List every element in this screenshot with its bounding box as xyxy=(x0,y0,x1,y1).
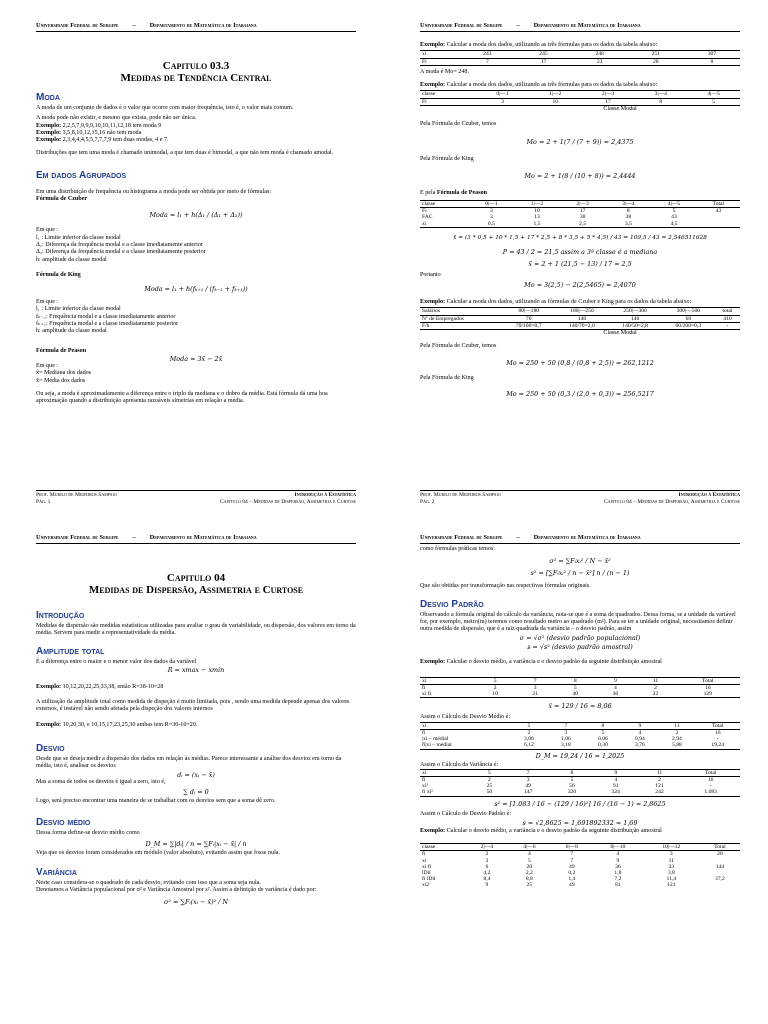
table-row xyxy=(420,769,740,776)
table-cell: 3,8 xyxy=(667,870,675,877)
formula-title: Fórmula de Peason xyxy=(36,347,87,354)
table-cell: 2 xyxy=(675,729,679,736)
table-cell: 140/50=2,8 xyxy=(609,322,662,329)
paragraph: Ou seja, a moda é aproximadamente a diferença entre o triplo da mediana e o dobro da média. Está fórmula dá uma boa aproximação quando a distribuição apresenta razoáveis simetrias em relação a média. xyxy=(36,390,328,405)
table-cell: 2 xyxy=(658,777,661,783)
table-cell: |xi – médial xyxy=(422,736,449,743)
table-cell: 2 xyxy=(487,777,491,783)
table-row xyxy=(420,844,740,851)
table-cell: 242 xyxy=(638,789,682,796)
page-footer: Prof. Murilo de Medeiros Sampaio Introdução à Estatística Pág. 2 Capitulo 04 – Medidas de Dispersão, Assimetria e Curtose xyxy=(420,492,740,505)
table-cell: 22 xyxy=(635,691,675,698)
formula-desvio-medio: D_M = 19,24 / 16 = 1,2025 xyxy=(535,751,625,760)
table-row xyxy=(420,851,740,858)
table-cell: classe xyxy=(420,91,476,98)
table-row xyxy=(420,315,740,322)
table-cell: fi xyxy=(422,684,426,691)
table-cell: 4 xyxy=(613,684,617,691)
table-cell: Total xyxy=(676,677,740,684)
page-header: Universidade Federal de Sergipe – Departamento de Matemática de Itabaiana xyxy=(36,22,356,32)
table-cell: 49 xyxy=(569,882,575,889)
table-cell: Fi xyxy=(420,98,476,105)
table-cell: 43 xyxy=(671,214,677,221)
page-header: Universidade Federal de Sergipe – Departamento de Matemática de Itabaiana xyxy=(420,22,740,32)
data-table xyxy=(420,90,740,105)
table-cell: 36 xyxy=(595,691,635,698)
table-row xyxy=(420,684,740,691)
section-amplitude: Amplitude total xyxy=(36,645,105,657)
formula-desvio-padrao-amostral: s = √s² (desvio padrão amostral) xyxy=(527,643,633,652)
table-cell: 6 xyxy=(485,863,489,870)
table-cell: 4 xyxy=(616,851,620,858)
table-cell: 23 xyxy=(572,58,628,65)
table-cell: 1,5 xyxy=(514,221,560,228)
table-cell: 6|—8 xyxy=(551,844,593,851)
table-cell: 3,5 xyxy=(606,221,652,228)
table-cell: total xyxy=(715,308,740,315)
formula-media: x̄ = 129 / 16 = 8,06 xyxy=(548,702,612,711)
data-table xyxy=(420,677,740,699)
formula-desvio-padrao-pop: σ = √σ² (desvio padrão populacional) xyxy=(519,634,641,643)
table-cell: 0,30 xyxy=(584,742,621,749)
formula-variancia-amostral: s² = [∑Fᵢxᵢ² / n − x̄²] n / (n − 1) xyxy=(530,569,630,578)
table-cell: xi2 xyxy=(422,882,430,889)
formula-czuber: Mo = 250 + 50 (0,8 / (0,8 + 2,5)) = 262,1212 xyxy=(506,358,654,367)
table-cell: 3,76 xyxy=(621,742,658,749)
formula-posicao: P = 43 / 2 = 21,5 assim a 3ª classe é a mediana xyxy=(502,247,658,256)
table-cell: 91 xyxy=(612,783,619,790)
data-table xyxy=(420,769,740,797)
table-cell: 1.083 xyxy=(681,789,740,796)
table-cell: 8 xyxy=(584,722,621,729)
table-cell: 4 xyxy=(614,777,618,783)
formula-king: Mo = 2 + 1(8 / (10 + 8)) = 2,4444 xyxy=(524,171,636,180)
table-cell: 3 xyxy=(533,684,537,691)
table-cell: Total xyxy=(681,769,740,776)
table-cell: 11,4 xyxy=(666,876,677,883)
table-cell: 4|—5 xyxy=(687,91,740,98)
table-cell: 140 xyxy=(555,315,608,322)
table-cell: 1|—2 xyxy=(529,91,582,98)
table-row xyxy=(420,729,740,736)
formula-soma-desvios: ∑ dᵢ = 0 xyxy=(183,787,209,796)
table-cell: 5 xyxy=(510,722,547,729)
chapter-number: Capitulo 03.3 xyxy=(162,60,230,72)
table-cell: 3,06 xyxy=(524,736,534,743)
table-cell: 70 xyxy=(502,315,555,322)
table-cell xyxy=(697,221,740,228)
table-cell: xi xyxy=(420,51,459,58)
table-cell: 1,8 xyxy=(614,870,622,877)
table-cell: 11 xyxy=(635,677,675,684)
table-cell xyxy=(700,882,740,888)
formula-desvio-padrao: s = √2,8625 = 1,691892332 ≈ 1,69 xyxy=(522,818,638,827)
paragraph: A moda de um conjunto de dados é o valor que ocorre com maior frequência, isto é, o valor mais comum. xyxy=(36,105,294,111)
table-cell: 10 xyxy=(534,208,540,215)
table-cell: 4 xyxy=(638,729,642,736)
table-row xyxy=(420,51,740,58)
table-cell: classe xyxy=(420,844,466,851)
table-cell: 9 xyxy=(485,882,489,889)
table-cell: xi xyxy=(422,857,427,864)
table-cell: 60/200=0,3 xyxy=(662,322,715,329)
table-cell: 0,94 xyxy=(635,736,645,743)
table-row xyxy=(420,722,740,729)
table-cell: fi xyxy=(422,729,426,736)
table-cell: 300|—500 xyxy=(662,308,715,315)
table-cell: 11 xyxy=(668,857,674,864)
table-cell: 2 xyxy=(654,684,657,691)
table-cell: 251 xyxy=(628,51,684,58)
table-cell: 4,2 xyxy=(483,870,491,877)
table-cell: 10|—12 xyxy=(643,844,700,851)
table-cell: 2,2 xyxy=(525,870,533,877)
table-cell: 0,2 xyxy=(568,870,576,877)
table-cell: 2 xyxy=(485,851,489,858)
paragraph: A moda pode não existir, e mesmo que exista, pode não ser única. xyxy=(36,115,197,122)
table-cell: 0|—1 xyxy=(476,91,529,98)
table-cell: 3,18 xyxy=(547,742,584,749)
table-cell: 3 xyxy=(669,851,673,858)
formula-desvio-medio: D_M = ∑|dᵢ| / n = ∑Fᵢ|xᵢ − x̄| / n xyxy=(145,839,247,848)
table-cell: 3 xyxy=(490,208,493,215)
table-cell: 2|—4 xyxy=(466,844,508,851)
table-cell: 8,8 xyxy=(525,876,533,883)
table-cell: 9 xyxy=(621,722,658,729)
data-table xyxy=(420,843,740,888)
data-table xyxy=(420,307,740,330)
table-cell: 43 xyxy=(715,208,722,215)
table-cell: 1|—2 xyxy=(514,200,560,207)
table-cell: 33 xyxy=(668,863,675,870)
formula-desvio: dᵢ = (xᵢ − x̄) xyxy=(177,770,215,779)
table-cell: 7 xyxy=(570,851,574,858)
section-desvio-padrao: Desvio Padrão xyxy=(420,598,484,610)
table-cell: 248 xyxy=(572,51,628,58)
table-cell: 8 xyxy=(550,769,594,776)
table-cell: xi xyxy=(420,221,469,228)
table-cell: Salários xyxy=(420,308,502,315)
table-row xyxy=(420,208,740,215)
table-cell: 4,5 xyxy=(651,221,697,228)
table-cell: 4|—6 xyxy=(508,844,550,851)
table-cell: 19,24 xyxy=(695,742,740,749)
table-row xyxy=(420,882,740,888)
table-cell: 5 xyxy=(570,777,574,783)
table-cell: 4 xyxy=(527,851,531,858)
table-cell: 9 xyxy=(595,677,635,684)
table-cell: 17 xyxy=(582,98,635,105)
table-cell: F/h xyxy=(420,322,502,329)
table-cell: Total xyxy=(700,844,740,851)
formula-mediana: x̃ = 2 + 1 (21,5 − 13) / 17 = 2,5 xyxy=(528,259,632,268)
table-cell: xi fi xyxy=(422,863,432,870)
page-4: Universidade Federal de Sergipe – Departamento de Matemática de Itabaiana como fórmulas práticas temos: σ² = ∑Fᵢxᵢ² / N − x̄² s² = [∑Fᵢxᵢ² / n − x̄²] n / (n − 1) Que são obtidas por transformação nas respectivas fórmulas originais. Desvio Padrão Observando a fórmula original do cálculo da variância, nota-se que é a soma de quadrados. Dessa forma, se a unidade da variável for, por exemplo, metro(m) teremos como resultado metro ao quadrado (m²). Para se ter a unidade original, necessitamos definir outra medida de dispersão, que é a raiz quadrada da variância – o desvio padrão, assim σ = √σ² (desvio padrão populacional) s = √s² (desvio padrão amostral) Exemplo: Calcular o desvio médio, a variância e o desvio padrão da seguinte distribuição amostral xi 5 7 8 9 11 Total fi 2 3 5 4 2 16 xi fi 10 21 40 36 22 129 x̄ = 129 / 16 = 8,06 Assim o Cálculo de Desvio Médio é: xi 5 7 8 9 11 Total fi 2 3 5 4 2 16 |xi – médial 3,06 1,06 0,06 0,94 2,94 - fi|xi – médial 6,12 3,18 0,30 3,76 5,88 19,24 D_M = 19,24 / 16 = 1,2025 Assim o Cálculo da Variância é: xi 5 7 8 9 11 Total fi 2 3 5 4 2 16 xi² 25 49 56 91 121 - fi xi² 50 147 320 324 242 1.083 s² = [1.083 / 16 − (129 / 16)²] 16 / (16 − 1) = 2,8625 Assim o Cálculo de Desvio Padrão é: s = √2,8625 = 1,691892332 ≈ 1,69 Exemplo: Calcular o desvio médio, a variância e o desvio padrão da seguinte distribuição amostral classe 2|—4 4|—6 6|—8 8|—10 10|—12 Total fi 2 4 7 4 3 20 xi 3 5 7 9 11 xi fi 6 20 49 36 33 144 lDil 4,2 2,2 0,2 1,8 3,8 fi lDil 8,4 8,8 1,4 7,2 11,4 37,2 xi2 9 25 49 81 121 xyxy=(384,512,768,1024)
table-cell: FAC xyxy=(422,214,433,221)
table-cell: - xyxy=(716,736,719,743)
data-table xyxy=(420,722,740,750)
table-cell: 3 xyxy=(490,214,493,221)
classe-modal-label: Classe Modal xyxy=(603,329,637,336)
section-desvio-medio: Desvio médio xyxy=(36,817,91,829)
formula-king: Moda = l₁ + h(fₖ₊₁ / (fₖ₋₁ + fₖ₊₁)) xyxy=(144,285,248,294)
page-header: Universidade Federal de Sergipe – Departamento de Matemática de Itabaiana xyxy=(420,534,740,544)
table-cell: 2 xyxy=(527,729,531,736)
table-cell: 56 xyxy=(569,783,575,790)
section-moda: Moda xyxy=(36,92,60,103)
table-cell: 16 xyxy=(714,729,721,736)
table-cell: Nº de Empregados xyxy=(420,315,502,322)
table-cell: 2|—3 xyxy=(582,91,635,98)
chapter-number: Capitulo 04 xyxy=(166,572,226,584)
chapter-title: Medidas de Tendência Central xyxy=(120,72,272,84)
table-cell: xi xyxy=(420,722,510,729)
table-cell: xi fi xyxy=(420,691,475,698)
formula-moda: Mo = 3(2,5) − 2(2,5465) = 2,4070 xyxy=(524,281,636,289)
table-cell: 5 xyxy=(601,729,605,736)
table-cell: xi² xyxy=(422,783,429,790)
table-cell: 243 xyxy=(459,51,515,58)
formula-czuber: Moda = l₁ + h(Δ₁ / (Δ₁ + Δ₂)) xyxy=(149,211,243,220)
table-cell: 307 xyxy=(684,51,740,58)
section-introducao: Introdução xyxy=(36,610,85,621)
table-cell: 3 xyxy=(564,729,568,736)
table-cell: 9 xyxy=(616,857,620,864)
table-cell: 1,4 xyxy=(568,876,576,883)
section-variancia: Variância xyxy=(36,866,77,878)
table-row xyxy=(420,677,740,684)
table-row xyxy=(420,200,740,207)
formula-media: x̄ = (3 * 0,5 + 10 * 1,5 + 17 * 2,5 + 8 * 3,5 + 5 * 4,5) / 43 = 109,5 / 43 = 2,546511628 xyxy=(453,234,707,241)
table-cell: 5 xyxy=(472,769,506,776)
table-cell: 20 xyxy=(717,851,723,858)
table-cell: 7 xyxy=(515,677,555,684)
table-cell: 147 xyxy=(506,789,550,796)
table-cell: 6,12 xyxy=(510,742,547,749)
table-cell: 0|—1 xyxy=(469,200,515,207)
table-cell: 7,2 xyxy=(614,876,622,883)
table-row xyxy=(420,742,740,749)
table-cell: 121 xyxy=(667,882,676,889)
table-cell: 129 xyxy=(676,691,740,698)
formula-czuber: Mo = 2 + 1(7 / (7 + 9)) = 2,4375 xyxy=(526,138,634,147)
table-cell: 70/100=0,7 xyxy=(502,322,555,329)
table-cell: 245 xyxy=(515,51,571,58)
table-cell: 0,5 xyxy=(469,221,515,228)
table-cell: 36 xyxy=(615,863,621,870)
table-cell: 7 xyxy=(547,722,584,729)
table-cell: fi xi² xyxy=(420,789,472,796)
table-cell: xi xyxy=(420,769,472,776)
table-cell: 40 xyxy=(555,691,595,698)
table-cell: classe xyxy=(420,200,469,207)
paragraph: Distribuções que tem uma moda é chamado unimodal, a que tem duas é bimodal, a que não tem moda é chamado amodal. xyxy=(36,150,334,157)
table-cell: - xyxy=(709,783,712,790)
table-cell: 2|—3 xyxy=(560,200,606,207)
table-cell: 410 xyxy=(715,315,740,322)
formula-king: Mo = 250 + 50 (0,3 / (2,0 + 0,3)) = 256,5217 xyxy=(506,389,654,398)
table-cell: 16 xyxy=(707,777,714,783)
table-cell: 11 xyxy=(638,769,682,776)
table-cell: 2,94 xyxy=(672,736,682,743)
table-cell: 37,2 xyxy=(715,876,725,883)
table-row xyxy=(420,91,740,98)
formula-peason: Moda = 3x̃ − 2x̄ xyxy=(169,354,223,363)
table-cell: 8|—10 xyxy=(593,844,643,851)
table-cell: 38 xyxy=(625,214,632,221)
formula-variancia: σ² = ∑Fᵢ(xᵢ − x̄)² / N xyxy=(164,898,228,907)
table-row xyxy=(420,308,740,315)
table-cell: 80|—180 xyxy=(502,308,555,315)
table-cell: 5,88 xyxy=(658,742,695,749)
table-cell: 9 xyxy=(594,769,638,776)
table-cell: Fi xyxy=(420,58,459,65)
table-cell: 320 xyxy=(550,789,594,796)
table-cell: 50 xyxy=(472,789,506,796)
table-cell: Total xyxy=(695,722,740,729)
chapter-title: Medidas de Dispersão, Assimetria e Curtose xyxy=(88,584,304,596)
table-cell: 7 xyxy=(459,58,515,65)
table-cell: 8 xyxy=(555,677,595,684)
formula-amplitude: R = xmax − xmin xyxy=(167,665,225,674)
table-cell: 25 xyxy=(486,783,493,790)
table-cell: 7 xyxy=(506,769,550,776)
section-agrupados: Em dados Agrupados xyxy=(36,169,127,181)
table-cell: 5 xyxy=(672,208,676,215)
table-cell: 20 xyxy=(628,58,684,65)
table-cell: fi xyxy=(422,777,426,783)
table-cell: Total xyxy=(697,200,740,207)
table-cell: xi xyxy=(420,677,475,684)
table-cell: 3|—4 xyxy=(634,91,687,98)
table-cell: 250|—300 xyxy=(609,308,662,315)
data-table xyxy=(420,50,740,65)
table-cell: 180|—250 xyxy=(555,308,608,315)
table-row xyxy=(420,98,740,105)
table-cell: 7 xyxy=(570,857,574,864)
table-cell: 25 xyxy=(526,882,533,889)
table-cell: lDil xyxy=(422,870,431,877)
table-cell: 324 xyxy=(594,789,638,796)
page-1: Universidade Federal de Sergipe – Departamento de Matemática de Itabaiana Capitulo 03.3 Medidas de Tendência Central Moda A moda de um conjunto de dados é o valor que ocorre com maior frequência, isto é, o valor mais comum. A moda pode não existir, e mesmo que exista, pode não ser única. Exemplo: 2,2,5,7,9,9,9,10,10,11,12,18 tem moda 9 Exemplo: 3,5,8,10,12,15,16 não tem moda Exemplo: 2,3,4,4,4,5,5,7,7,7,9 tem duas modas, 4 e 7. Distribuções que tem uma moda é chamado unimodal, a que tem duas é bimodal, a que não tem moda é chamado amodal. Em dados Agrupados Em uma distribuição de frequência ou histograma a moda pode ser obtida por meio de fórmulas: Fórmula de Czuber Moda = l₁ + h(Δ₁ / (Δ₁ + Δ₂)) Em que : l₁ : Limite inferior da classe modal Δ₁: Diferença da frequência modal e a classe imediatamente anterior Δ₂: Diferença da frequência modal e a classe imediatamente posterior h: amplitude da classe modal Fórmula de King Moda = l₁ + h(fₖ₊₁ / (fₖ₋₁ + fₖ₊₁)) Em que : l₁ : Limite inferior da classe modal fₖ₋₁: Frequência modal e a classe imediatamente anterior fₖ₊₁: Frequência modal e a classe imediatamente posterior h: amplitude da classe modal Fórmula de Peason Moda = 3x̃ − 2x̄ Em que : x̃= Mediana dos dados x̄= Média dos dados Ou seja, a moda é aproximadamente a diferença entre o triplo da mediana e o dobro da média. Está fórmula dá uma boa aproximação quando a distribuição apresenta razoáveis simetrias em relação a média. Prof. Murilo de Medeiros Sampaio Introdução à Estatística Pág. 1 Capitulo 04 – Medidas de Dispersão, Assimetria e Curtose xyxy=(0,0,384,512)
table-cell: 5 xyxy=(527,857,531,864)
table-cell: 140/70=2,0 xyxy=(555,322,608,329)
table-cell: 21 xyxy=(515,691,555,698)
table-cell: 2 xyxy=(493,684,497,691)
table-cell: 121 xyxy=(655,783,664,790)
table-cell: 16 xyxy=(704,684,711,691)
classe-modal-label: Classe Modal xyxy=(603,105,637,112)
table-cell: 49 xyxy=(525,783,531,790)
table-cell: 8,4 xyxy=(483,876,491,883)
table-row xyxy=(420,777,740,784)
section-desvio: Desvio xyxy=(36,743,65,755)
table-cell: 13 xyxy=(534,214,540,221)
table-cell: 10 xyxy=(529,98,582,105)
table-cell: 8 xyxy=(634,98,687,105)
table-row xyxy=(420,58,740,65)
table-row xyxy=(420,322,740,329)
table-cell: 5 xyxy=(687,98,740,105)
table-cell: 1,06 xyxy=(561,736,571,743)
table-cell: 60 xyxy=(662,315,715,322)
table-cell: 8 xyxy=(626,208,630,215)
table-cell: fi|xi – médial xyxy=(420,742,510,749)
table-cell: fi lDil xyxy=(422,876,436,883)
formula-variancia-pratica: σ² = ∑Fᵢxᵢ² / N − x̄² xyxy=(549,557,611,566)
table-cell: 3|—4 xyxy=(606,200,652,207)
page-footer: Prof. Murilo de Medeiros Sampaio Introdução à Estatística Pág. 1 Capitulo 04 – Medidas de Dispersão, Assimetria e Curtose xyxy=(36,492,356,505)
table-cell: 5 xyxy=(475,677,515,684)
page-3: Universidade Federal de Sergipe – Departamento de Matemática de Itabaiana Capitulo 04 Medidas de Dispersão, Assimetria e Curtose Introdução Medidas de dispersão são medidas estatísticas utilizadas para avaliar o grau de variabilidade, ou dispersão, dos valores em torno da média. Servem para medir a representatividade da média. Amplitude total É a diferença entre o maior e o menor valor dos dados da variável R = xmax − xmin Exemplo: 10,12,20,22,25,33,38, então R=38-10=28 A utilização da amplitude total como medida de dispeção é muito limitada, pois , sendo uma medida depende apenas dos valores externos, é instável não sendo afetada pela dispeção dos valores internos Exemplo: 10,20,30, e 10,15,17,23,25,30 ambas tem R=30-10=20. Desvio Desde que se deseja medir a dispersão dos dados em relação às médias. Parece interessante a análise dos desvios em torno da média, isto é, analisar os desvios dᵢ = (xᵢ − x̄) Mas a soma de todos os desvios é igual a zero, isto é, ∑ dᵢ = 0 Logo, será preciso encontrar uma maneira de se trabalhar com os desvios sem que a soma dê zero. Desvio médio Dessa forma define-se desvio médio como D_M = ∑|dᵢ| / n = ∑Fᵢ|xᵢ − x̄| / n Veja que os desvios foram considerados em módulo (valor absoluto), evitando assim que fosse nula. Variância Neste caso considera-se o quadrado de cada desvio, evitando com isso que a soma seja nula. Denotamos a Variância populacional por σ² e Variância Amostral por s². Assim a definição de variância é dado por: σ² = ∑Fᵢ(xᵢ − x̄)² / N xyxy=(0,512,384,1024)
formula-title: Fórmula de Czuber xyxy=(36,196,88,203)
table-cell: 17 xyxy=(579,208,586,215)
page-2: Universidade Federal de Sergipe – Departamento de Matemática de Itabaiana Exemplo: Calcular a moda dos dados, utilizando as três fórmulas para os dados da tabela abaixo: xi 243 245 248 251 307 Fi 7 17 23 20 8 A moda é Mo= 248. Exemplo: Calcular a moda dos dados, utilizando as três fórmulas para os dados da tabela abaixo: classe 0|—1 1|—2 2|—3 3|—4 4|—5 Fi 3 10 17 8 5 Classe Modal Pela Fórmula de Czuber, temos Mo = 2 + 1(7 / (7 + 9)) = 2,4375 Pela Fórmula de King Mo = 2 + 1(8 / (10 + 8)) = 2,4444 E pela Fórmula de Peason classe 0|—1 1|—2 2|—3 3|—4 4|—5 Total Fi 3 10 17 8 5 43 FAC 3 13 30 38 43 xi 0,5 1,5 2,5 3,5 4,5 x̄ = (3 * 0,5 + 10 * 1,5 + 17 * 2,5 + 8 * 3,5 + 5 * 4,5) / 43 = 109,5 / 43 = 2,546511628 P = 43 / 2 = 21,5 assim a 3ª classe é a mediana x̃ = 2 + 1 (21,5 − 13) / 17 = 2,5 Portanto Mo = 3(2,5) − 2(2,5465) = 2,4070 Exemplo: Calcular a moda dos dados, utilizando as fórmulas de Czuber e King para os dados da tabela abaixo: Salários 80|—180 180|—250 250|—300 300|—500 total Nº de Empregados 70 140 140 60 410 F/h 70/100=0,7 140/70=2,0 140/50=2,8 60/200=0,3 - Classe Modal Pela Fórmula de Czuber, temos Mo = 250 + 50 (0,8 / (0,8 + 2,5)) = 262,1212 Pela Fórmula de King Mo = 250 + 50 (0,3 / (2,0 + 0,3)) = 256,5217 Prof. Murilo de Medeiros Sampaio Introdução à Estatística Pág. 2 Capitulo 04 – Medidas de Dispersão, Assimetria e Curtose xyxy=(384,0,768,512)
table-cell: 11 xyxy=(658,722,695,729)
table-cell: - xyxy=(715,322,740,329)
table-row xyxy=(420,221,740,228)
table-cell: Fi xyxy=(422,208,427,215)
table-cell: 49 xyxy=(569,863,575,870)
table-row xyxy=(420,789,740,796)
table-cell: 3 xyxy=(476,98,529,105)
table-cell: 5 xyxy=(573,684,577,691)
data-table xyxy=(420,200,740,228)
table-cell: 30 xyxy=(579,214,586,221)
table-cell: 10 xyxy=(475,691,515,698)
table-cell: 4|—5 xyxy=(651,200,697,207)
table-cell: 2,5 xyxy=(560,221,606,228)
table-row xyxy=(420,691,740,698)
table-cell: 0,06 xyxy=(598,736,608,743)
table-cell: 20 xyxy=(526,863,533,870)
table-cell: fi xyxy=(422,851,426,858)
table-cell: 3 xyxy=(526,777,530,783)
page-header: Universidade Federal de Sergipe – Departamento de Matemática de Itabaiana xyxy=(36,534,356,544)
table-cell: 17 xyxy=(515,58,571,65)
table-cell: 144 xyxy=(715,863,725,870)
table-cell: 81 xyxy=(615,882,621,889)
formula-variancia: s² = [1.083 / 16 − (129 / 16)²] 16 / (16 − 1) = 2,8625 xyxy=(494,799,666,808)
table-cell: 140 xyxy=(609,315,662,322)
table-cell: 3 xyxy=(485,857,489,864)
table-cell: 8 xyxy=(684,58,740,65)
formula-title: Fórmula de King xyxy=(36,271,81,278)
